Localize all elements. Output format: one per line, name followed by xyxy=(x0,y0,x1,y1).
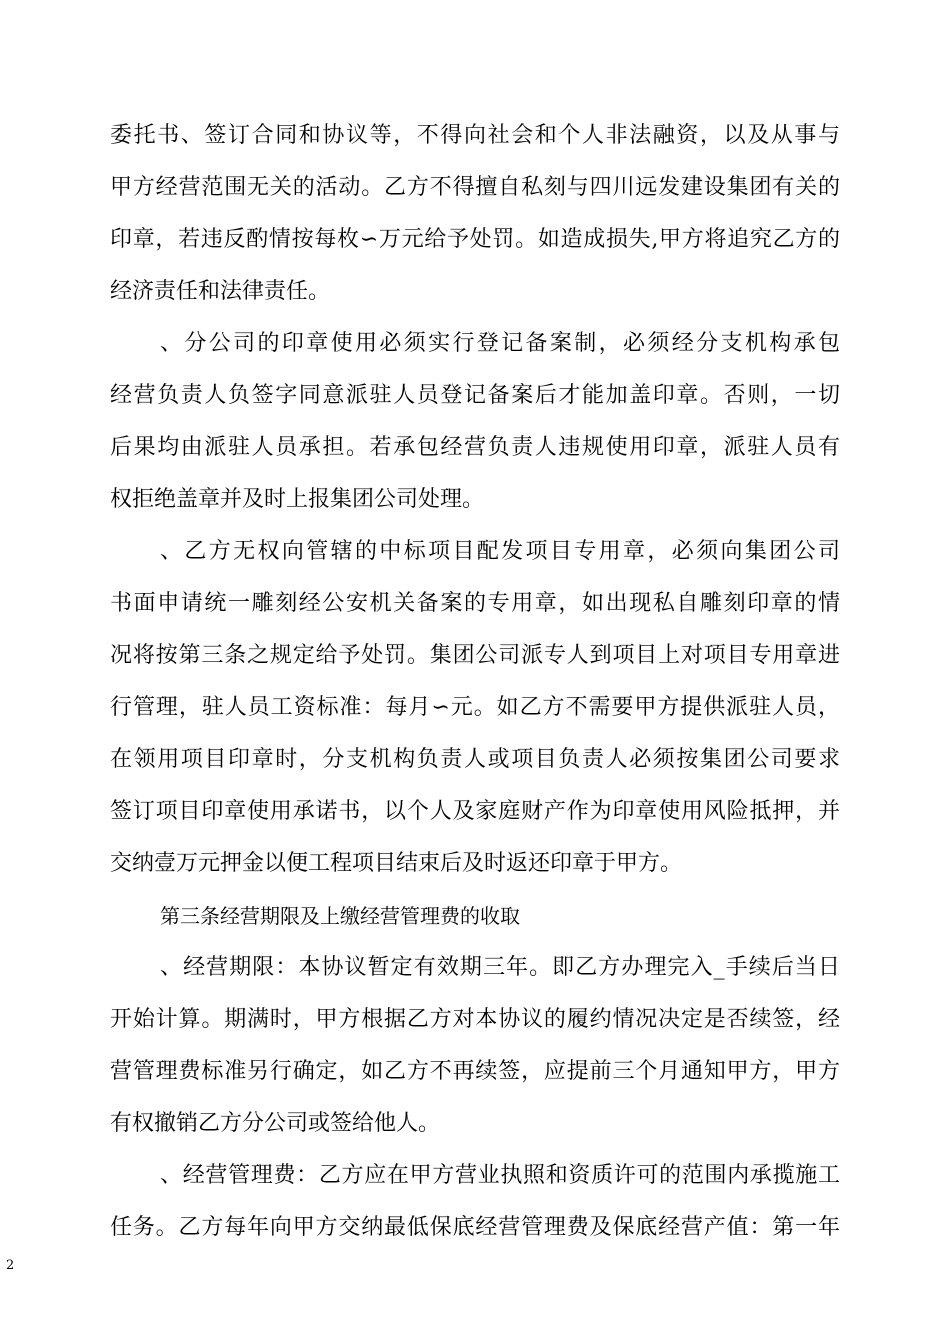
text-line: 经营负责人负签字同意派驻人员登记备案后才能加盖印章。否则，一切 xyxy=(110,383,840,408)
text-line: 后果均由派驻人员承担。若承包经营负责人违规使用印章，派驻人员有 xyxy=(110,435,840,460)
text-line: 在领用项目印章时，分支机构负责人或项目负责人必须按集团公司要求 xyxy=(110,747,840,772)
text-line: 经济责任和法律责任。 xyxy=(110,279,331,304)
text-line: 甲方经营范围无关的活动。乙方不得擅自私刻与四川远发建设集团有关的 xyxy=(110,175,840,200)
text-line: 、经营期限：本协议暂定有效期三年。即乙方办理完入_手续后当日 xyxy=(160,955,840,980)
text-line: 印章，若违反酌情按每枚∽万元给予处罚。如造成损失,甲方将追究乙方的 xyxy=(110,227,840,252)
text-line: 开始计算。期满时，甲方根据乙方对本协议的履约情况决定是否续签，经 xyxy=(110,1007,840,1032)
page-number: 2 xyxy=(6,1258,15,1273)
section-heading: 第三条经营期限及上缴经营管理费的收取 xyxy=(160,904,520,928)
text-line: 、分公司的印章使用必须实行登记备案制，必须经分支机构承包 xyxy=(160,331,840,356)
text-line: 有权撤销乙方分公司或签给他人。 xyxy=(110,1111,441,1136)
text-line: 委托书、签订合同和协议等，不得向社会和个人非法融资，以及从事与 xyxy=(110,123,840,148)
text-line: 况将按第三条之规定给予处罚。集团公司派专人到项目上对项目专用章进 xyxy=(110,643,840,668)
text-line: 书面申请统一雕刻经公安机关备案的专用章，如出现私自雕刻印章的情 xyxy=(110,591,840,616)
text-line: 权拒绝盖章并及时上报集团公司处理。 xyxy=(110,487,485,512)
text-line: 签订项目印章使用承诺书，以个人及家庭财产作为印章使用风险抵押，并 xyxy=(110,799,840,824)
text-line: 任务。乙方每年向甲方交纳最低保底经营管理费及保底经营产值：第一年 xyxy=(110,1215,840,1240)
text-line: 、经营管理费：乙方应在甲方营业执照和资质许可的范围内承揽施工 xyxy=(160,1163,840,1188)
text-line: 营管理费标准另行确定，如乙方不再续签，应提前三个月通知甲方，甲方 xyxy=(110,1059,840,1084)
text-line: 交纳壹万元押金以便工程项目结束后及时返还印章于甲方。 xyxy=(110,851,683,876)
text-line: 、乙方无权向管辖的中标项目配发项目专用章，必须向集团公司 xyxy=(160,539,840,564)
text-line: 行管理，驻人员工资标准：每月∽元。如乙方不需要甲方提供派驻人员， xyxy=(110,695,840,720)
